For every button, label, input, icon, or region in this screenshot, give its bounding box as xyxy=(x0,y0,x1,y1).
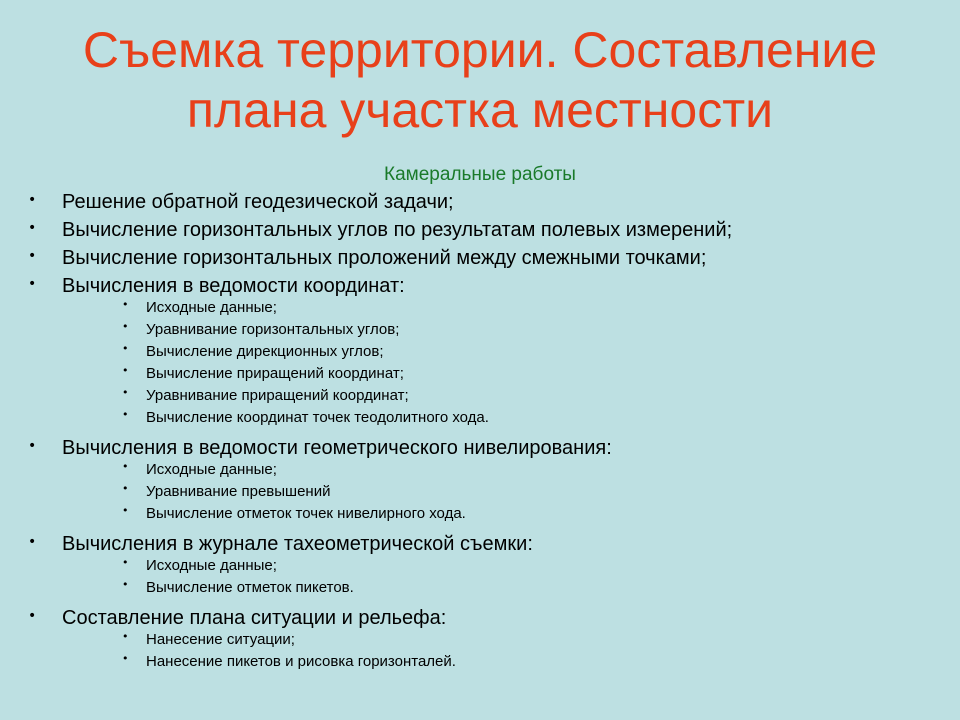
list-item-text: Решение обратной геодезической задачи; xyxy=(62,191,454,213)
sub-list-item-text: Исходные данные; xyxy=(146,299,277,316)
bullet-icon: • xyxy=(122,320,129,333)
sub-list-item-text: Уравнивание приращений координат; xyxy=(146,387,409,404)
bullet-icon: • xyxy=(122,460,129,473)
bullet-icon: • xyxy=(28,220,37,236)
bullet-icon: • xyxy=(122,298,129,311)
slide-subtitle: Камеральные работы xyxy=(384,164,576,185)
sub-list-item-text: Вычисление дирекционных углов; xyxy=(146,343,384,360)
slide-title-line-2: плана участка местности xyxy=(186,82,774,138)
list-item-text: Вычисления в ведомости геометрического нивелирования: xyxy=(62,437,612,459)
sub-list-item-text: Вычисление приращений координат; xyxy=(146,365,404,382)
sub-list-item-text: Уравнивание горизонтальных углов; xyxy=(146,321,400,338)
bullet-icon: • xyxy=(122,386,129,399)
bullet-icon: • xyxy=(28,608,37,624)
list-item-text: Вычисление горизонтальных проложений между смежными точками; xyxy=(62,247,707,269)
bullet-icon: • xyxy=(122,556,129,569)
bullet-icon: • xyxy=(28,248,37,264)
sub-list-item-text: Вычисление отметок точек нивелирного хода. xyxy=(146,505,466,522)
sub-list-item-text: Нанесение ситуации; xyxy=(146,631,295,648)
bullet-icon: • xyxy=(122,578,129,591)
list-item-text: Вычисления в ведомости координат: xyxy=(62,275,405,297)
slide-title xyxy=(0,20,960,140)
bullet-icon: • xyxy=(122,482,129,495)
list-item-text: Вычисления в журнале тахеометрической съемки: xyxy=(62,533,533,555)
bullet-icon: • xyxy=(122,504,129,517)
sub-list-item-text: Уравнивание превышений xyxy=(146,483,331,500)
bullet-icon: • xyxy=(122,342,129,355)
bullet-icon: • xyxy=(122,652,129,665)
list-item-text: Вычисление горизонтальных углов по результатам полевых измерений; xyxy=(62,219,733,241)
sub-list-item-text: Вычисление отметок пикетов. xyxy=(146,579,354,596)
sub-list-item-text: Вычисление координат точек теодолитного хода. xyxy=(146,409,489,426)
list-item-text: Составление плана ситуации и рельефа: xyxy=(62,607,447,629)
bullet-icon: • xyxy=(28,276,37,292)
bullet-icon: • xyxy=(122,408,129,421)
sub-list-item-text: Исходные данные; xyxy=(146,461,277,478)
bullet-icon: • xyxy=(28,438,37,454)
bullet-icon: • xyxy=(28,534,37,550)
bullet-icon: • xyxy=(122,630,129,643)
bullet-icon: • xyxy=(28,192,37,208)
sub-list-item-text: Нанесение пикетов и рисовка горизонталей. xyxy=(146,653,456,670)
sub-list-item-text: Исходные данные; xyxy=(146,557,277,574)
slide-title-line-1: Съемка территории. Составление xyxy=(82,22,878,78)
bullet-icon: • xyxy=(122,364,129,377)
